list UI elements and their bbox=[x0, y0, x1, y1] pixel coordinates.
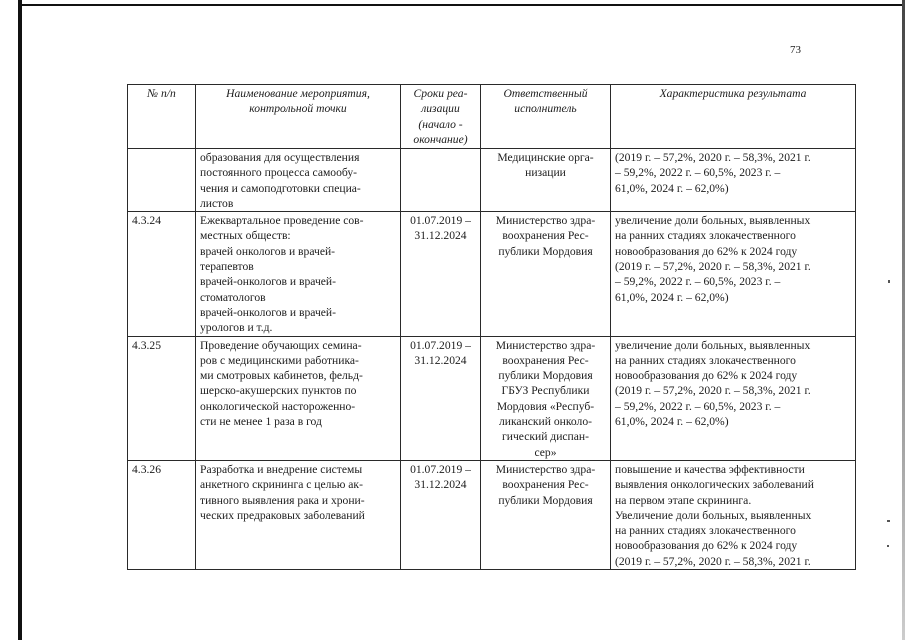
table-header-row bbox=[128, 85, 856, 149]
cell-name-line: листов bbox=[200, 196, 234, 210]
cell-result-line: повышение и качества эффективности bbox=[615, 462, 805, 476]
cell-name-line: ров с медицинскими работника- bbox=[200, 353, 359, 367]
cell-result bbox=[611, 336, 856, 460]
cell-responsible-line: ГБУЗ Республики bbox=[501, 384, 590, 398]
page-number: 73 bbox=[790, 44, 801, 56]
cell-result-line: – 59,2%, 2022 г. – 60,5%, 2023 г. – bbox=[615, 399, 781, 413]
cell-name-line: сти не менее 1 раза в год bbox=[200, 415, 322, 429]
cell-name bbox=[196, 212, 401, 336]
cell-name-line: врачей онкологов и врачей- bbox=[200, 244, 336, 258]
cell-responsible bbox=[481, 336, 611, 460]
cell-responsible-line: Министерство здра- bbox=[495, 338, 596, 352]
cell-name-line: онкологической настороженно- bbox=[200, 399, 356, 413]
cell-name-line: тивного выявления рака и хрони- bbox=[200, 493, 365, 507]
cell-result-line: увеличение доли больных, выявленных bbox=[615, 338, 811, 352]
scan-speck bbox=[888, 280, 890, 283]
cell-name-line: постоянного процесса самообу- bbox=[200, 166, 358, 180]
cell-num bbox=[128, 149, 196, 212]
cell-dates-line: 31.12.2024 bbox=[414, 229, 467, 243]
cell-responsible-line: публики Мордовия bbox=[498, 244, 593, 258]
cell-name-line: анкетного скрининга с целью ак- bbox=[200, 478, 363, 492]
cell-result-line: выявления онкологических заболеваний bbox=[615, 478, 814, 492]
cell-result-line: на ранних стадиях злокачественного bbox=[615, 524, 796, 538]
cell-responsible-line: низации bbox=[525, 166, 566, 180]
table-row bbox=[128, 149, 856, 212]
table-body bbox=[128, 149, 856, 570]
cell-result-line: новообразования до 62% к 2024 году bbox=[615, 244, 798, 258]
cell-dates bbox=[401, 212, 481, 336]
cell-dates-line: 01.07.2019 – bbox=[410, 462, 471, 476]
cell-num: 4.3.24 bbox=[128, 212, 196, 336]
cell-dates bbox=[401, 336, 481, 460]
cell-result-line: (2019 г. – 57,2%, 2020 г. – 58,3%, 2021 г. bbox=[615, 554, 811, 568]
cell-responsible-line: публики Мордовия bbox=[498, 493, 593, 507]
cell-name-line: ми смотровых кабинетов, фельд- bbox=[200, 369, 363, 383]
cell-name bbox=[196, 460, 401, 569]
measures-table bbox=[127, 84, 856, 570]
cell-result bbox=[611, 212, 856, 336]
cell-result-line: на ранних стадиях злокачественного bbox=[615, 229, 796, 243]
cell-name-line: урологов и т.д. bbox=[200, 321, 273, 335]
cell-responsible-line: Министерство здра- bbox=[495, 214, 596, 228]
cell-dates-line: 01.07.2019 – bbox=[410, 338, 471, 352]
cell-result-line: новообразования до 62% к 2024 году bbox=[615, 539, 798, 553]
cell-result bbox=[611, 149, 856, 212]
cell-num: 4.3.26 bbox=[128, 460, 196, 569]
cell-name-line: образования для осуществления bbox=[200, 151, 360, 164]
cell-responsible-line: сер» bbox=[534, 445, 557, 459]
cell-name-line: ческих предраковых заболеваний bbox=[200, 508, 365, 522]
cell-dates bbox=[401, 460, 481, 569]
cell-result-line: (2019 г. – 57,2%, 2020 г. – 58,3%, 2021 г. bbox=[615, 384, 811, 398]
cell-result-line: 61,0%, 2024 г. – 62,0%) bbox=[615, 415, 729, 429]
cell-responsible-line: Мордовия «Респуб- bbox=[496, 399, 595, 413]
cell-result-line: на первом этапе скрининга. bbox=[615, 493, 752, 507]
cell-name-line: местных обществ: bbox=[200, 229, 291, 243]
cell-name-line: чения и самоподготовки специа- bbox=[200, 181, 361, 195]
cell-dates-line: 01.07.2019 – bbox=[410, 214, 471, 228]
header-result: Характеристика результата bbox=[611, 85, 856, 149]
cell-result-line: Увеличение доли больных, выявленных bbox=[615, 508, 812, 522]
cell-responsible bbox=[481, 212, 611, 336]
cell-name-line: Ежеквартальное проведение сов- bbox=[200, 214, 364, 228]
cell-responsible-line: Медицинские орга- bbox=[497, 151, 594, 164]
cell-result-line: 61,0%, 2024 г. – 62,0%) bbox=[615, 181, 729, 195]
table-row bbox=[128, 460, 856, 569]
table-row bbox=[128, 336, 856, 460]
scan-border-top bbox=[22, 4, 905, 6]
cell-responsible-line: воохранения Рес- bbox=[502, 229, 589, 243]
scan-speck bbox=[887, 520, 890, 522]
cell-responsible-line: гический диспан- bbox=[502, 430, 589, 444]
cell-name bbox=[196, 149, 401, 212]
cell-dates-line: 31.12.2024 bbox=[414, 353, 467, 367]
cell-responsible-line: воохранения Рес- bbox=[502, 353, 589, 367]
cell-result-line: – 59,2%, 2022 г. – 60,5%, 2023 г. – bbox=[615, 275, 781, 289]
cell-dates bbox=[401, 149, 481, 212]
cell-name-line: врачей-онкологов и врачей- bbox=[200, 275, 336, 289]
header-name: Наименование мероприятия, контрольной точки bbox=[196, 85, 401, 149]
cell-name-line: стоматологов bbox=[200, 290, 266, 304]
cell-result-line: новообразования до 62% к 2024 году bbox=[615, 369, 798, 383]
cell-name-line: Проведение обучающих семина- bbox=[200, 338, 362, 352]
header-responsible: Ответственный исполнитель bbox=[481, 85, 611, 149]
cell-responsible-line: воохранения Рес- bbox=[502, 478, 589, 492]
cell-result-line: увеличение доли больных, выявленных bbox=[615, 214, 811, 228]
cell-responsible-line: публики Мордовия bbox=[498, 369, 593, 383]
header-num: № п/п bbox=[128, 85, 196, 149]
cell-name-line: терапевтов bbox=[200, 260, 254, 274]
cell-responsible-line: ликанский онколо- bbox=[498, 415, 592, 429]
cell-result-line: на ранних стадиях злокачественного bbox=[615, 353, 796, 367]
cell-result-line: 61,0%, 2024 г. – 62,0%) bbox=[615, 290, 729, 304]
scan-border-left bbox=[18, 0, 22, 640]
cell-name-line: Разработка и внедрение системы bbox=[200, 462, 363, 476]
cell-dates-line: 31.12.2024 bbox=[414, 478, 467, 492]
cell-responsible-line: Министерство здра- bbox=[495, 462, 596, 476]
header-dates: Сроки реа-лизации (начало - окончание) bbox=[401, 85, 481, 149]
cell-result-line: (2019 г. – 57,2%, 2020 г. – 58,3%, 2021 г. bbox=[615, 260, 811, 274]
cell-name-line: врачей-онкологов и врачей- bbox=[200, 305, 336, 319]
cell-result-line: (2019 г. – 57,2%, 2020 г. – 58,3%, 2021 г. bbox=[615, 151, 811, 164]
cell-responsible bbox=[481, 460, 611, 569]
cell-result-line: – 59,2%, 2022 г. – 60,5%, 2023 г. – bbox=[615, 166, 781, 180]
cell-name bbox=[196, 336, 401, 460]
table-row bbox=[128, 212, 856, 336]
cell-num: 4.3.25 bbox=[128, 336, 196, 460]
cell-name-line: шерско-акушерских пунктов по bbox=[200, 384, 357, 398]
cell-result bbox=[611, 460, 856, 569]
scan-speck bbox=[887, 545, 889, 547]
cell-responsible bbox=[481, 149, 611, 212]
